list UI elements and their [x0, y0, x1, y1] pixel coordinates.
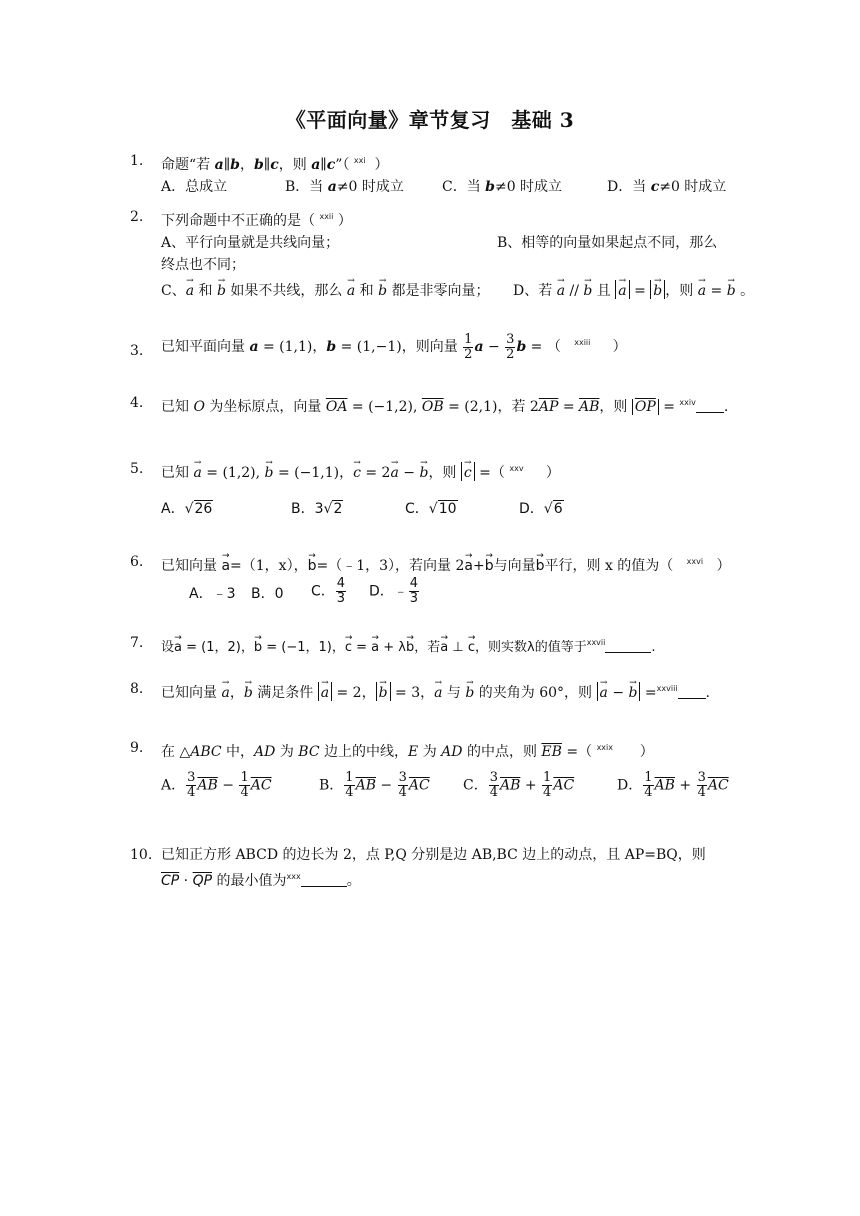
question-stem: 下列命题中不正确的是（	[161, 213, 315, 229]
option-a: A．总成立	[161, 179, 228, 195]
answer-blank[interactable]	[301, 874, 347, 887]
paren-open: （	[546, 339, 561, 355]
option-b-cont: 终点也不同；	[161, 257, 245, 273]
question-number: 2.	[130, 209, 144, 225]
option-b: B．0	[251, 586, 284, 602]
page-title: 《平面向量》章节复习 基础 3	[285, 108, 575, 132]
footnote-tag: xxx	[286, 872, 301, 881]
end-mark: 。	[346, 873, 361, 889]
answer-blank[interactable]	[696, 400, 724, 413]
footnote-tag: xxiv	[679, 398, 696, 407]
footnote-tag: xxv	[509, 464, 524, 473]
paren-close: ）	[337, 213, 352, 229]
question-number: 10.	[130, 847, 153, 863]
option-a: A．﹣3	[189, 586, 236, 602]
question-number: 5.	[130, 461, 144, 477]
question-number: 8.	[130, 681, 144, 697]
end-mark: .	[723, 399, 729, 415]
footnote-tag: xxvii	[586, 638, 606, 647]
option-b: B、相等的向量如果起点不同，那么	[497, 235, 718, 251]
footnote-tag: xxiii	[574, 338, 591, 347]
end-mark: .	[705, 685, 710, 701]
question-number: 4.	[130, 395, 144, 411]
question-number: 6.	[130, 554, 144, 570]
footnote-tag: xxviii	[656, 684, 678, 693]
question-number: 7.	[130, 635, 144, 651]
footnote-tag: xxix	[596, 743, 613, 752]
question-stem: 已知正方形 ABCD 的边长为 2，点 P,Q 分别是边 AB,BC 边上的动点，且 AP=BQ，则	[161, 847, 706, 863]
question-number: 3.	[130, 343, 144, 359]
question-number: 9.	[130, 740, 144, 756]
end-mark: .	[651, 640, 656, 655]
footnote-tag: xxi	[353, 156, 366, 165]
paren-close: ）	[612, 339, 627, 355]
question-number: 1.	[130, 153, 144, 169]
answer-blank[interactable]	[678, 686, 706, 699]
footnote-tag: xxvi	[686, 557, 704, 566]
footnote-tag: xxii	[319, 212, 334, 221]
option-a: A、平行向量就是共线向量；	[161, 235, 340, 251]
answer-blank[interactable]	[605, 640, 651, 653]
